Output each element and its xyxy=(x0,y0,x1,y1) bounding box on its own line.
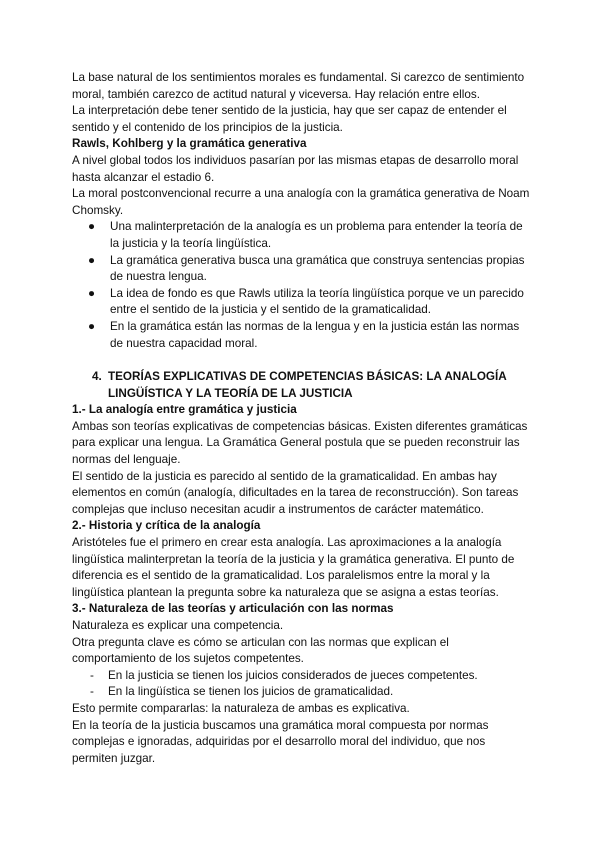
list-item xyxy=(72,668,532,685)
subsection-1-paragraph: El sentido de la justicia es parecido al sentido de la gramaticalidad. En ambas hay elementos en común (analogía, dificultades en la tarea de reconstrucción). Son tareas complejas que incluso necesitan acudir a instrumentos de carácter matemático. xyxy=(72,469,519,516)
rawls-paragraph: A nivel global todos los individuos pasarían por las mismas etapas de desarrollo moral hasta alcanzar el estadio 6. xyxy=(72,153,519,184)
intro-paragraph: La base natural de los sentimientos morales es fundamental. Si carezco de sentimiento moral, también carezco de actitud natural y viceversa. Hay relación entre ellos. xyxy=(72,71,525,101)
intro-paragraph: La interpretación debe tener sentido de la justicia, hay que ser capaz de entender el sentido y el contenido de los principios de la justicia. xyxy=(72,104,507,134)
subsection-3-paragraph: Otra pregunta clave es cómo se articulan con las normas que explican el comportamiento de los sujetos competentes. xyxy=(72,635,449,666)
subsection-3-heading: 3.- Naturaleza de las teorías y articulación con las normas xyxy=(72,602,394,616)
list-item xyxy=(72,286,532,319)
subsection-2-paragraph: Aristóteles fue el primero en crear esta analogía. Las aproximaciones a la analogía lingüística malinterpretan la teoría de la justicia y la gramática generativa. El punto de diferencia es el sentido de la gramaticalidad. Los paralelismos entre la moral y la lingüística plantean la pregunta sobre ka naturaleza que se asigna a estas teorías. xyxy=(72,536,515,599)
document-page xyxy=(72,70,532,767)
list-item xyxy=(72,684,532,701)
rawls-paragraph: La moral postconvencional recurre a una analogía con la gramática generativa de Noam Chomsky. xyxy=(72,187,530,217)
subsection-3-dash-list xyxy=(72,668,532,701)
list-item-text: La idea de fondo es que Rawls utiliza la teoría lingüística porque ve un parecido entre el sentido de la justicia y el sentido de la gramaticalidad. xyxy=(110,286,524,317)
rawls-bullet-list xyxy=(72,219,532,352)
subsection-1-heading: 1.- La analogía entre gramática y justicia xyxy=(72,403,297,417)
rawls-heading: Rawls, Kohlberg y la gramática generativa xyxy=(72,137,307,151)
bullet-icon: ● xyxy=(88,319,96,333)
list-item xyxy=(72,253,532,286)
dash-icon: - xyxy=(90,685,94,699)
bullet-icon: ● xyxy=(88,286,96,300)
subsection-3-paragraph: En la teoría de la justicia buscamos una gramática moral compuesta por normas complejas e ignoradas, adquiridas por el desarrollo moral del individuo, que nos permiten juzgar. xyxy=(72,718,489,765)
subsection-1-paragraph: Ambas son teorías explicativas de competencias básicas. Existen diferentes gramáticas para explicar una lengua. La Gramática General postula que se pueden reconstruir las normas del lenguaje. xyxy=(72,419,528,467)
list-item-text: En la gramática están las normas de la lengua y en la justicia están las normas de nuestra capacidad moral. xyxy=(110,319,520,350)
section-title: TEORÍAS EXPLICATIVAS DE COMPETENCIAS BÁSICAS: LA ANALOGÍA LINGÜÍSTICA Y LA TEORÍA DE LA JUSTICIA xyxy=(108,370,507,400)
bullet-icon: ● xyxy=(88,220,96,234)
bullet-icon: ● xyxy=(88,253,96,267)
list-item xyxy=(72,319,532,352)
section-4-heading xyxy=(72,369,532,402)
dash-icon: - xyxy=(90,668,94,682)
section-number: 4. xyxy=(92,370,102,384)
subsection-2-heading: 2.- Historia y crítica de la analogía xyxy=(72,519,261,533)
list-item-text: Una malinterpretación de la analogía es un problema para entender la teoría de la justicia y la teoría lingüística. xyxy=(110,220,523,250)
list-item-text: La gramática generativa busca una gramática que construya sentencias propias de nuestra lengua. xyxy=(110,253,525,284)
list-item xyxy=(72,219,532,252)
subsection-3-paragraph: Naturaleza es explicar una competencia. xyxy=(72,619,284,632)
subsection-3-paragraph: Esto permite compararlas: la naturaleza de ambas es explicativa. xyxy=(72,701,410,715)
list-item-text: En la justicia se tienen los juicios considerados de jueces competentes. xyxy=(108,668,478,682)
list-item-text: En la lingüística se tienen los juicios de gramaticalidad. xyxy=(108,685,394,699)
